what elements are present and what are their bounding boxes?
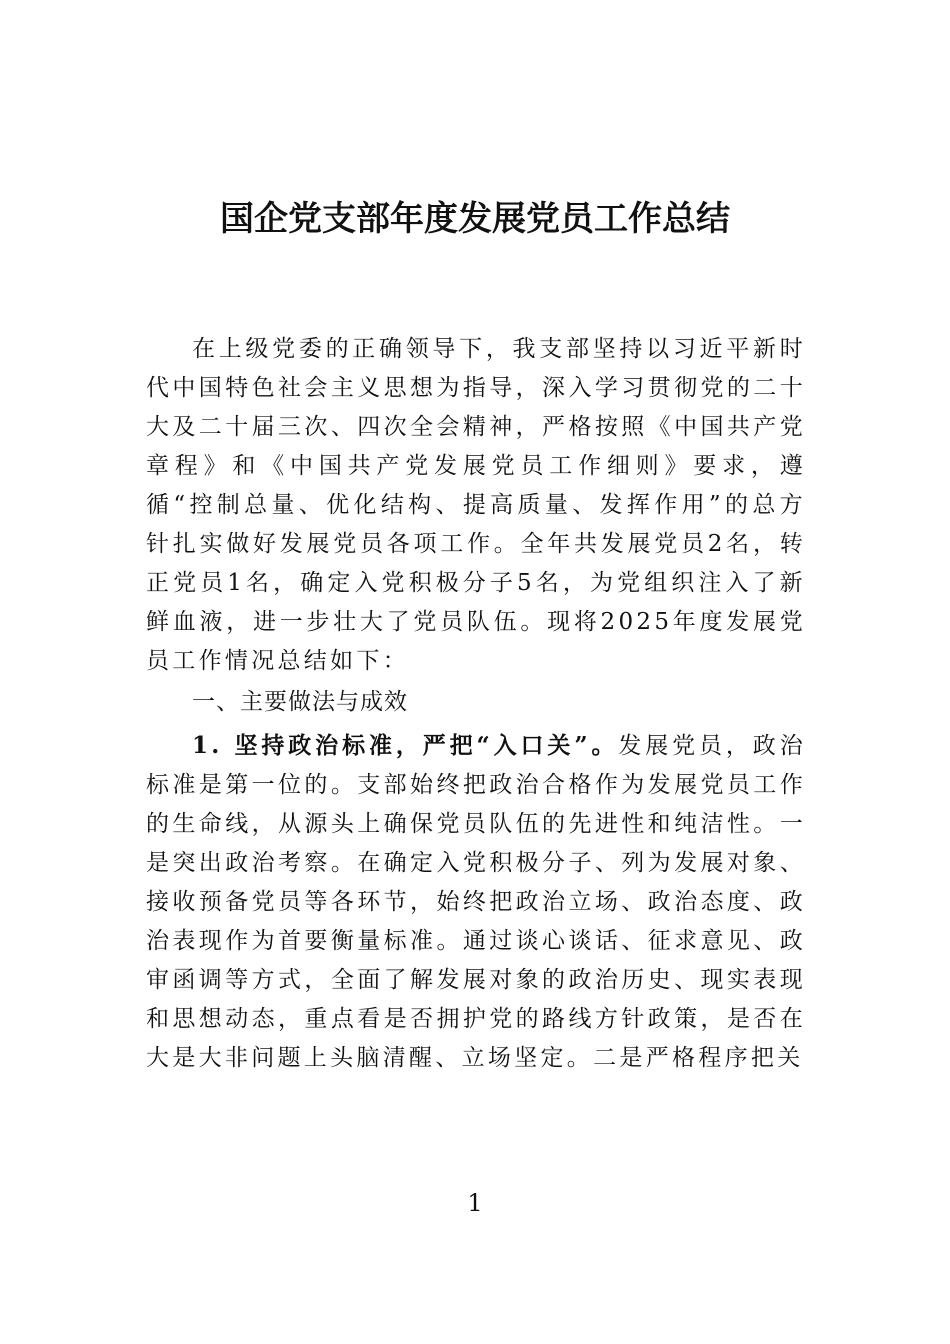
section-heading: 一、主要做法与成效 [192,689,408,715]
document-title: 国企党支部年度发展党员工作总结 [220,199,730,239]
item-body: 发展党员，政治标准是第一位的。支部始终把政治合格作为发展党员工作的生命线，从源头上确保党员队伍的先进性和纯洁性。一是突出政治考察。在确定入党积极分子、列为发展对象、接收预备党员等各环节，始终把政治立场、政治态度、政治表现作为首要衡量标准。通过谈心谈话、征求意见、政审函调等方式，全面了解发展对象的政治历史、现实表现和思想动态，重点看是否拥护党的路线方针政策，是否在大是大非问题上头脑清醒、立场坚定。二是严格程序把关 [146,733,806,1071]
intro-paragraph: 在上级党委的正确领导下，我支部坚持以习近平新时代中国特色社会主义思想为指导，深入学习贯彻党的二十大及二十届三次、四次全会精神，严格按照《中国共产党章程》和《中国共产党发展党员工作细则》要求，遵循“控制总量、优化结构、提高质量、发挥作用”的总方针扎实做好发展党员各项工作。全年共发展党员2名，转正党员1名，确定入党积极分子5名，为党组织注入了新鲜血液，进一步壮大了党员队伍。现将2025年度发展党员工作情况总结如下： [146,336,806,674]
document-body [146,330,806,1078]
item-lead: 1. 坚持政治标准，严把“入口关”。 [192,732,619,759]
item-paragraph [146,726,806,1078]
page-number: 1 [467,1189,483,1217]
